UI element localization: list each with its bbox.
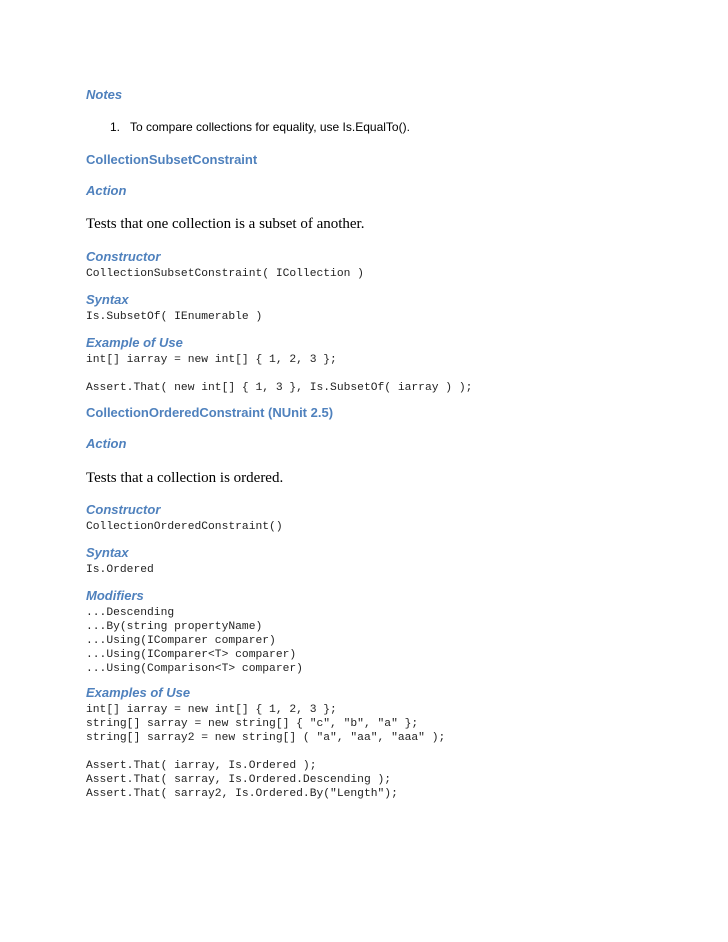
subset-example-line: Assert.That( new int[] { 1, 3 }, Is.SubsetOf( iarray ) ); bbox=[86, 382, 473, 394]
subset-action-heading: Action bbox=[86, 183, 127, 198]
list-item bbox=[110, 120, 410, 135]
subset-syntax-code: Is.SubsetOf( IEnumerable ) bbox=[86, 311, 263, 323]
ordered-constraint-title: CollectionOrderedConstraint (NUnit 2.5) bbox=[86, 405, 334, 420]
example-line: Assert.That( sarray, Is.Ordered.Descending ); bbox=[86, 774, 392, 786]
subset-constructor-code: CollectionSubsetConstraint( ICollection ) bbox=[86, 268, 364, 280]
list-item-number: 1. bbox=[110, 120, 121, 134]
subset-action-text: Tests that one collection is a subset of another. bbox=[86, 216, 365, 232]
ordered-modifiers-heading: Modifiers bbox=[86, 588, 144, 603]
ordered-examples-heading: Examples of Use bbox=[86, 685, 191, 700]
list-item-text: To compare collections for equality, use Is.EqualTo(). bbox=[130, 120, 410, 134]
ordered-syntax-code: Is.Ordered bbox=[86, 564, 154, 576]
subset-example-line: int[] iarray = new int[] { 1, 2, 3 }; bbox=[86, 354, 337, 366]
notes-list bbox=[110, 120, 410, 135]
example-line: string[] sarray2 = new string[] ( "a", "aa", "aaa" ); bbox=[86, 732, 446, 744]
modifier-line: ...Using(IComparer<T> comparer) bbox=[86, 649, 297, 661]
ordered-action-heading: Action bbox=[86, 436, 127, 451]
example-line: Assert.That( iarray, Is.Ordered ); bbox=[86, 760, 317, 772]
ordered-constructor-code: CollectionOrderedConstraint() bbox=[86, 521, 283, 533]
modifier-line: ...Using(Comparison<T> comparer) bbox=[86, 663, 303, 675]
subset-constructor-heading: Constructor bbox=[86, 249, 161, 264]
subset-constraint-title: CollectionSubsetConstraint bbox=[86, 152, 258, 167]
ordered-syntax-heading: Syntax bbox=[86, 545, 129, 560]
example-line: Assert.That( sarray2, Is.Ordered.By("Length"); bbox=[86, 788, 398, 800]
modifier-line: ...By(string propertyName) bbox=[86, 621, 263, 633]
subset-syntax-heading: Syntax bbox=[86, 292, 129, 307]
subset-example-heading: Example of Use bbox=[86, 335, 183, 350]
example-line: string[] sarray = new string[] { "c", "b", "a" }; bbox=[86, 718, 419, 730]
ordered-constructor-heading: Constructor bbox=[86, 502, 161, 517]
notes-heading: Notes bbox=[86, 87, 123, 102]
modifier-line: ...Descending bbox=[86, 607, 175, 619]
ordered-action-text: Tests that a collection is ordered. bbox=[86, 470, 284, 486]
modifier-line: ...Using(IComparer comparer) bbox=[86, 635, 276, 647]
example-line: int[] iarray = new int[] { 1, 2, 3 }; bbox=[86, 704, 337, 716]
